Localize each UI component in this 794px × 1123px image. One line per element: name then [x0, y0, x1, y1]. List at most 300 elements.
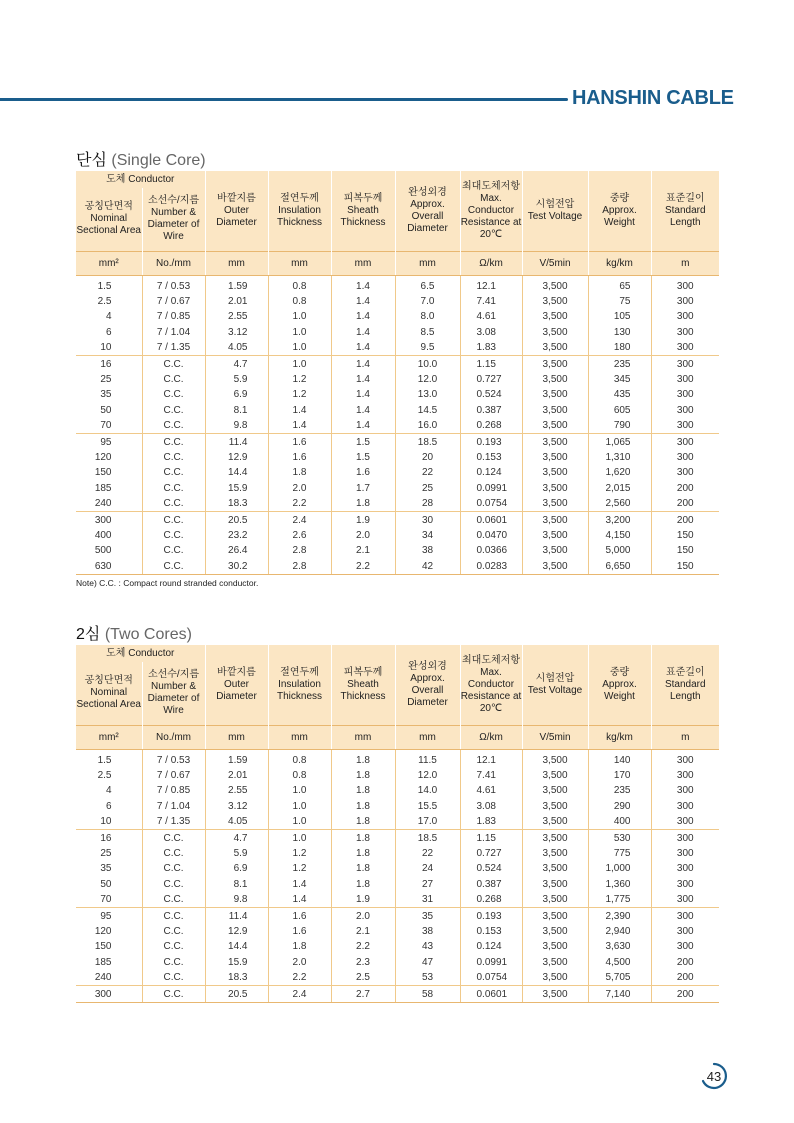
- section-title-en: (Single Core): [111, 152, 206, 169]
- cell-weight: 130: [588, 325, 651, 340]
- header-en: Test Voltage: [527, 210, 583, 222]
- brand-title: HANSHIN CABLE: [572, 87, 734, 109]
- cell-resistance: 0.0470: [460, 528, 522, 543]
- cell-area: 4: [76, 309, 142, 324]
- header-ko: 소선수/지름: [147, 669, 200, 681]
- cell-insulation: 1.0: [268, 356, 331, 372]
- cell-length: 300: [676, 404, 694, 416]
- table-row: [76, 986, 719, 1002]
- cell-sheath: 1.7: [331, 481, 395, 496]
- cell-outer-diameter: 14.4: [205, 465, 268, 480]
- cell-strand: C.C.: [142, 543, 205, 558]
- section-title-ko: 단심: [76, 152, 107, 169]
- table-row: [76, 892, 719, 908]
- cell-weight: 3,630: [588, 939, 651, 954]
- cell-overall-diameter: 30: [395, 512, 460, 528]
- cell-insulation: 1.2: [268, 861, 331, 876]
- cell-length: 300: [676, 436, 694, 448]
- cell-outer-diameter: 4.7: [205, 830, 268, 846]
- unit-cell: m: [651, 251, 719, 275]
- cell-overall-diameter: 25: [395, 481, 460, 496]
- cell-length: 150: [676, 529, 694, 541]
- header-overall: [395, 645, 460, 725]
- section-title-ko: 2심: [76, 626, 101, 643]
- cell-sheath: 1.8: [331, 783, 395, 798]
- cell-sheath: 2.1: [331, 543, 395, 558]
- cell-weight: 530: [588, 830, 651, 846]
- header-voltage: [522, 171, 588, 251]
- cell-weight: 2,940: [588, 924, 651, 939]
- unit-cell: mm: [205, 251, 268, 275]
- cell-outer-diameter: 1.59: [205, 749, 268, 768]
- page-number: 43: [706, 1069, 722, 1084]
- cell-area: 300: [76, 986, 142, 1002]
- cell-overall-diameter: 18.5: [395, 830, 460, 846]
- cell-sheath: 2.1: [331, 924, 395, 939]
- cell-area: 16: [76, 830, 142, 846]
- cell-strand: C.C.: [142, 861, 205, 876]
- cell-sheath: 1.4: [331, 403, 395, 418]
- cell-strand: C.C.: [142, 908, 205, 924]
- header-length: [651, 171, 719, 251]
- cell-weight: 1,360: [588, 877, 651, 892]
- cell-outer-diameter: 11.4: [205, 908, 268, 924]
- cell-weight: 7,140: [588, 986, 651, 1002]
- cell-strand: C.C.: [142, 528, 205, 543]
- table-row: [76, 768, 719, 783]
- cell-outer-diameter: 26.4: [205, 543, 268, 558]
- cell-insulation: 2.4: [268, 512, 331, 528]
- cell-weight: 4,500: [588, 955, 651, 970]
- cell-sheath: 1.4: [331, 325, 395, 340]
- header-rule-end: [560, 98, 568, 101]
- cell-test-voltage: 3,500: [522, 924, 588, 939]
- header-en: Outer Diameter: [216, 678, 257, 702]
- cell-length: 300: [676, 832, 694, 844]
- cell-area: 25: [76, 372, 142, 387]
- cell-test-voltage: 3,500: [522, 294, 588, 309]
- cell-insulation: 1.4: [268, 877, 331, 892]
- units-row: [76, 725, 719, 749]
- cell-insulation: 1.6: [268, 450, 331, 465]
- cell-sheath: 1.8: [331, 846, 395, 861]
- cell-length: 150: [651, 559, 719, 575]
- cell-length: 300: [676, 863, 694, 875]
- header-en: Outer Diameter: [216, 204, 257, 228]
- cell-insulation: 1.0: [268, 340, 331, 356]
- cell-test-voltage: 3,500: [522, 830, 588, 846]
- conductor-group-header: 도체 Conductor: [76, 645, 205, 662]
- table-row: [76, 481, 719, 496]
- cell-test-voltage: 3,500: [522, 861, 588, 876]
- cell-overall-diameter: 47: [395, 955, 460, 970]
- cell-length: 150: [676, 545, 694, 557]
- header-ko: 표준길이: [665, 192, 705, 204]
- cell-strand: C.C.: [142, 372, 205, 387]
- cell-sheath: 1.8: [331, 861, 395, 876]
- cell-insulation: 1.6: [268, 434, 331, 450]
- cell-overall-diameter: 8.0: [395, 309, 460, 324]
- cell-strand: 7 / 1.35: [142, 340, 205, 356]
- cell-outer-diameter: 15.9: [205, 481, 268, 496]
- cell-weight: 170: [588, 768, 651, 783]
- cell-insulation: 1.0: [268, 830, 331, 846]
- table-row: [76, 543, 719, 558]
- table-row: [76, 908, 719, 924]
- cell-overall-diameter: 6.5: [395, 275, 460, 294]
- cell-overall-diameter: 8.5: [395, 325, 460, 340]
- cell-overall-diameter: 15.5: [395, 799, 460, 814]
- cell-weight: 1,775: [588, 892, 651, 908]
- unit-cell: No./mm: [142, 251, 205, 275]
- table-row: [76, 846, 719, 861]
- cell-strand: C.C.: [142, 481, 205, 496]
- cell-test-voltage: 3,500: [522, 403, 588, 418]
- cell-outer-diameter: 15.9: [205, 955, 268, 970]
- cell-outer-diameter: 20.5: [205, 512, 268, 528]
- cell-area: 150: [76, 465, 142, 480]
- cell-insulation: 0.8: [268, 749, 331, 768]
- cell-weight: 6,650: [588, 559, 651, 575]
- cell-strand: C.C.: [142, 559, 205, 575]
- header-length: [651, 645, 719, 725]
- unit-cell: mm²: [76, 725, 142, 749]
- cell-strand: C.C.: [142, 939, 205, 954]
- table-row: [76, 939, 719, 954]
- cell-outer-diameter: 5.9: [205, 846, 268, 861]
- unit-cell: kg/km: [588, 725, 651, 749]
- cell-outer-diameter: 20.5: [205, 986, 268, 1002]
- header-resistance: [460, 171, 522, 251]
- header-resistance: [460, 645, 522, 725]
- header-strand: [142, 662, 205, 725]
- table-row: [76, 275, 719, 294]
- table-row: [76, 559, 719, 575]
- cell-sheath: 2.2: [331, 559, 395, 575]
- cell-weight: 1,065: [588, 434, 651, 450]
- cell-overall-diameter: 9.5: [395, 340, 460, 356]
- header-outer: [205, 171, 268, 251]
- cell-area: 2.5: [76, 768, 142, 783]
- cell-test-voltage: 3,500: [522, 340, 588, 356]
- cell-strand: C.C.: [142, 356, 205, 372]
- cell-length: 300: [676, 848, 694, 860]
- cell-outer-diameter: 8.1: [205, 877, 268, 892]
- cell-length: 300: [676, 326, 694, 338]
- cell-overall-diameter: 38: [395, 924, 460, 939]
- unit-cell: mm: [268, 251, 331, 275]
- header-ko: 시험전압: [535, 198, 575, 210]
- cell-insulation: 2.8: [268, 559, 331, 575]
- cell-sheath: 1.8: [331, 799, 395, 814]
- cell-strand: C.C.: [142, 465, 205, 480]
- cell-resistance: 0.268: [460, 892, 522, 908]
- cell-length: 300: [676, 925, 694, 937]
- cell-test-voltage: 3,500: [522, 939, 588, 954]
- cell-length: 300: [676, 451, 694, 463]
- header-sheath: [331, 645, 395, 725]
- cell-weight: 5,705: [588, 970, 651, 986]
- cell-area: 300: [76, 512, 142, 528]
- table-row: [76, 496, 719, 512]
- cell-outer-diameter: 18.3: [205, 970, 268, 986]
- cell-outer-diameter: 6.9: [205, 387, 268, 402]
- cell-area: 500: [76, 543, 142, 558]
- cell-strand: C.C.: [142, 892, 205, 908]
- cell-insulation: 1.4: [268, 892, 331, 908]
- cell-length: 200: [651, 970, 719, 986]
- cell-test-voltage: 3,500: [522, 955, 588, 970]
- cell-sheath: 2.3: [331, 955, 395, 970]
- header-en: Approx. Overall Diameter: [407, 198, 448, 234]
- cell-area: 4: [76, 783, 142, 798]
- cell-length: 300: [676, 358, 694, 370]
- page-number-badge: [700, 1062, 728, 1090]
- cell-weight: 140: [588, 749, 651, 768]
- cell-sheath: 1.4: [331, 275, 395, 294]
- cell-length: 300: [676, 941, 694, 953]
- cell-outer-diameter: 6.9: [205, 861, 268, 876]
- header-en: Standard Length: [664, 678, 706, 702]
- cell-sheath: 1.8: [331, 814, 395, 830]
- cell-resistance: 0.0754: [460, 496, 522, 512]
- cell-strand: 7 / 0.67: [142, 768, 205, 783]
- cell-test-voltage: 3,500: [522, 559, 588, 575]
- cell-area: 6: [76, 799, 142, 814]
- cell-length: 300: [676, 800, 694, 812]
- header-en: Max. Conductor Resistance at 20℃: [460, 192, 522, 240]
- header-en: Sheath Thickness: [340, 204, 386, 228]
- cell-strand: C.C.: [142, 434, 205, 450]
- cell-weight: 1,310: [588, 450, 651, 465]
- cell-resistance: 0.153: [460, 450, 522, 465]
- cell-resistance: 0.193: [460, 908, 522, 924]
- cell-sheath: 2.5: [331, 970, 395, 986]
- cell-length: 300: [651, 418, 719, 434]
- cell-overall-diameter: 12.0: [395, 768, 460, 783]
- unit-cell: Ω/km: [460, 725, 522, 749]
- cell-sheath: 1.4: [331, 294, 395, 309]
- cell-strand: 7 / 0.53: [142, 275, 205, 294]
- cell-weight: 775: [588, 846, 651, 861]
- cell-sheath: 1.5: [331, 434, 395, 450]
- cell-resistance: 0.268: [460, 418, 522, 434]
- cell-outer-diameter: 23.2: [205, 528, 268, 543]
- cell-strand: 7 / 0.53: [142, 749, 205, 768]
- cell-sheath: 2.0: [331, 908, 395, 924]
- two-cores-body: [76, 749, 719, 1002]
- cell-length: 200: [676, 956, 694, 968]
- cell-resistance: 0.124: [460, 465, 522, 480]
- header-en: Nominal Sectional Area: [76, 213, 141, 237]
- cell-test-voltage: 3,500: [522, 814, 588, 830]
- header-en: Test Voltage: [527, 684, 583, 696]
- header-ko: 절연두께: [280, 666, 319, 678]
- cell-area: 240: [76, 496, 142, 512]
- cell-test-voltage: 3,500: [522, 892, 588, 908]
- cell-insulation: 1.0: [268, 783, 331, 798]
- cell-length: 300: [676, 389, 694, 401]
- cell-insulation: 1.6: [268, 924, 331, 939]
- header-ko: 중량: [609, 192, 630, 204]
- cell-length: 200: [651, 986, 719, 1002]
- cell-sheath: 1.8: [331, 496, 395, 512]
- cell-resistance: 0.0283: [460, 559, 522, 575]
- unit-cell: mm: [331, 251, 395, 275]
- table-row: [76, 356, 719, 372]
- cell-area: 630: [76, 559, 142, 575]
- cell-outer-diameter: 30.2: [205, 559, 268, 575]
- table-row: [76, 387, 719, 402]
- two-cores-table: [76, 645, 719, 1003]
- table-row: [76, 372, 719, 387]
- cell-weight: 75: [588, 294, 651, 309]
- cell-test-voltage: 3,500: [522, 986, 588, 1002]
- cell-sheath: 1.4: [331, 387, 395, 402]
- unit-cell: V/5min: [522, 725, 588, 749]
- header-ko: 공칭단면적: [84, 201, 133, 213]
- cell-area: 70: [76, 892, 142, 908]
- cell-resistance: 0.124: [460, 939, 522, 954]
- cell-insulation: 1.0: [268, 325, 331, 340]
- cell-strand: C.C.: [142, 450, 205, 465]
- cell-weight: 345: [588, 372, 651, 387]
- cell-resistance: 0.193: [460, 434, 522, 450]
- cell-weight: 790: [588, 418, 651, 434]
- cell-outer-diameter: 12.9: [205, 450, 268, 465]
- cell-length: 300: [676, 280, 694, 292]
- header-weight: [588, 171, 651, 251]
- cell-overall-diameter: 53: [395, 970, 460, 986]
- cell-strand: 7 / 0.85: [142, 783, 205, 798]
- cell-length: 300: [676, 785, 694, 797]
- cell-strand: 7 / 1.35: [142, 814, 205, 830]
- table-row: [76, 450, 719, 465]
- cell-sheath: 1.4: [331, 340, 395, 356]
- table-row: [76, 877, 719, 892]
- cell-insulation: 1.2: [268, 387, 331, 402]
- cell-area: 240: [76, 970, 142, 986]
- cell-sheath: 1.9: [331, 892, 395, 908]
- cell-weight: 5,000: [588, 543, 651, 558]
- cell-outer-diameter: 4.7: [205, 356, 268, 372]
- cell-area: 50: [76, 403, 142, 418]
- cell-weight: 235: [588, 783, 651, 798]
- cell-insulation: 2.0: [268, 955, 331, 970]
- table-row: [76, 403, 719, 418]
- cell-area: 2.5: [76, 294, 142, 309]
- unit-cell: mm: [205, 725, 268, 749]
- header-ko: 바깥지름: [217, 192, 256, 204]
- cell-strand: C.C.: [142, 387, 205, 402]
- cell-outer-diameter: 8.1: [205, 403, 268, 418]
- cell-insulation: 0.8: [268, 294, 331, 309]
- cell-overall-diameter: 7.0: [395, 294, 460, 309]
- cell-strand: C.C.: [142, 986, 205, 1002]
- unit-cell: No./mm: [142, 725, 205, 749]
- table-row: [76, 418, 719, 434]
- cell-resistance: 0.727: [460, 372, 522, 387]
- cell-resistance: 3.08: [460, 799, 522, 814]
- header-voltage: [522, 645, 588, 725]
- cell-sheath: 1.5: [331, 450, 395, 465]
- cell-overall-diameter: 11.5: [395, 749, 460, 768]
- cell-weight: 180: [588, 340, 651, 356]
- cell-overall-diameter: 42: [395, 559, 460, 575]
- cell-area: 70: [76, 418, 142, 434]
- cell-outer-diameter: 4.05: [205, 814, 268, 830]
- header-ko: 최대도체저항: [462, 180, 520, 192]
- cell-area: 35: [76, 861, 142, 876]
- table-row: [76, 814, 719, 830]
- cell-test-voltage: 3,500: [522, 496, 588, 512]
- cell-outer-diameter: 11.4: [205, 434, 268, 450]
- cell-outer-diameter: 9.8: [205, 418, 268, 434]
- cell-length: 200: [676, 482, 694, 494]
- header-rule: [0, 98, 560, 101]
- cell-length: 300: [676, 770, 694, 782]
- header-ko: 중량: [609, 666, 630, 678]
- cell-overall-diameter: 27: [395, 877, 460, 892]
- cell-strand: C.C.: [142, 877, 205, 892]
- cell-overall-diameter: 17.0: [395, 814, 460, 830]
- unit-cell: V/5min: [522, 251, 588, 275]
- cell-insulation: 1.4: [268, 403, 331, 418]
- cell-resistance: 7.41: [460, 768, 522, 783]
- header-en: Insulation Thickness: [276, 204, 322, 228]
- cell-weight: 4,150: [588, 528, 651, 543]
- cell-test-voltage: 3,500: [522, 908, 588, 924]
- cell-weight: 2,560: [588, 496, 651, 512]
- single-core-body: [76, 275, 719, 574]
- cell-outer-diameter: 2.55: [205, 783, 268, 798]
- cell-insulation: 1.6: [268, 908, 331, 924]
- header-area: [76, 662, 142, 725]
- cell-area: 16: [76, 356, 142, 372]
- cell-strand: C.C.: [142, 846, 205, 861]
- cell-resistance: 0.387: [460, 877, 522, 892]
- cell-weight: 65: [588, 275, 651, 294]
- cell-area: 10: [76, 340, 142, 356]
- header-en: Number & Diameter of Wire: [147, 207, 200, 243]
- header-en: Approx. Weight: [602, 204, 637, 228]
- cell-strand: C.C.: [142, 924, 205, 939]
- cell-resistance: 12.1: [460, 275, 522, 294]
- cell-insulation: 1.0: [268, 814, 331, 830]
- unit-cell: mm: [395, 725, 460, 749]
- cell-test-voltage: 3,500: [522, 783, 588, 798]
- cell-length: 300: [676, 296, 694, 308]
- cell-test-voltage: 3,500: [522, 309, 588, 324]
- cell-strand: 7 / 0.85: [142, 309, 205, 324]
- cell-sheath: 2.7: [331, 986, 395, 1002]
- table-row: [76, 799, 719, 814]
- unit-cell: kg/km: [588, 251, 651, 275]
- header-en: Nominal Sectional Area: [76, 687, 141, 711]
- cell-insulation: 0.8: [268, 275, 331, 294]
- cell-strand: C.C.: [142, 496, 205, 512]
- cell-strand: C.C.: [142, 955, 205, 970]
- header-ko: 완성외경: [408, 186, 447, 198]
- cell-outer-diameter: 3.12: [205, 799, 268, 814]
- cell-length: 200: [651, 496, 719, 512]
- cell-area: 120: [76, 924, 142, 939]
- cell-sheath: 1.8: [331, 830, 395, 846]
- cell-insulation: 1.4: [268, 418, 331, 434]
- cell-resistance: 1.83: [460, 814, 522, 830]
- cell-length: 300: [676, 311, 694, 323]
- header-en: Sheath Thickness: [340, 678, 386, 702]
